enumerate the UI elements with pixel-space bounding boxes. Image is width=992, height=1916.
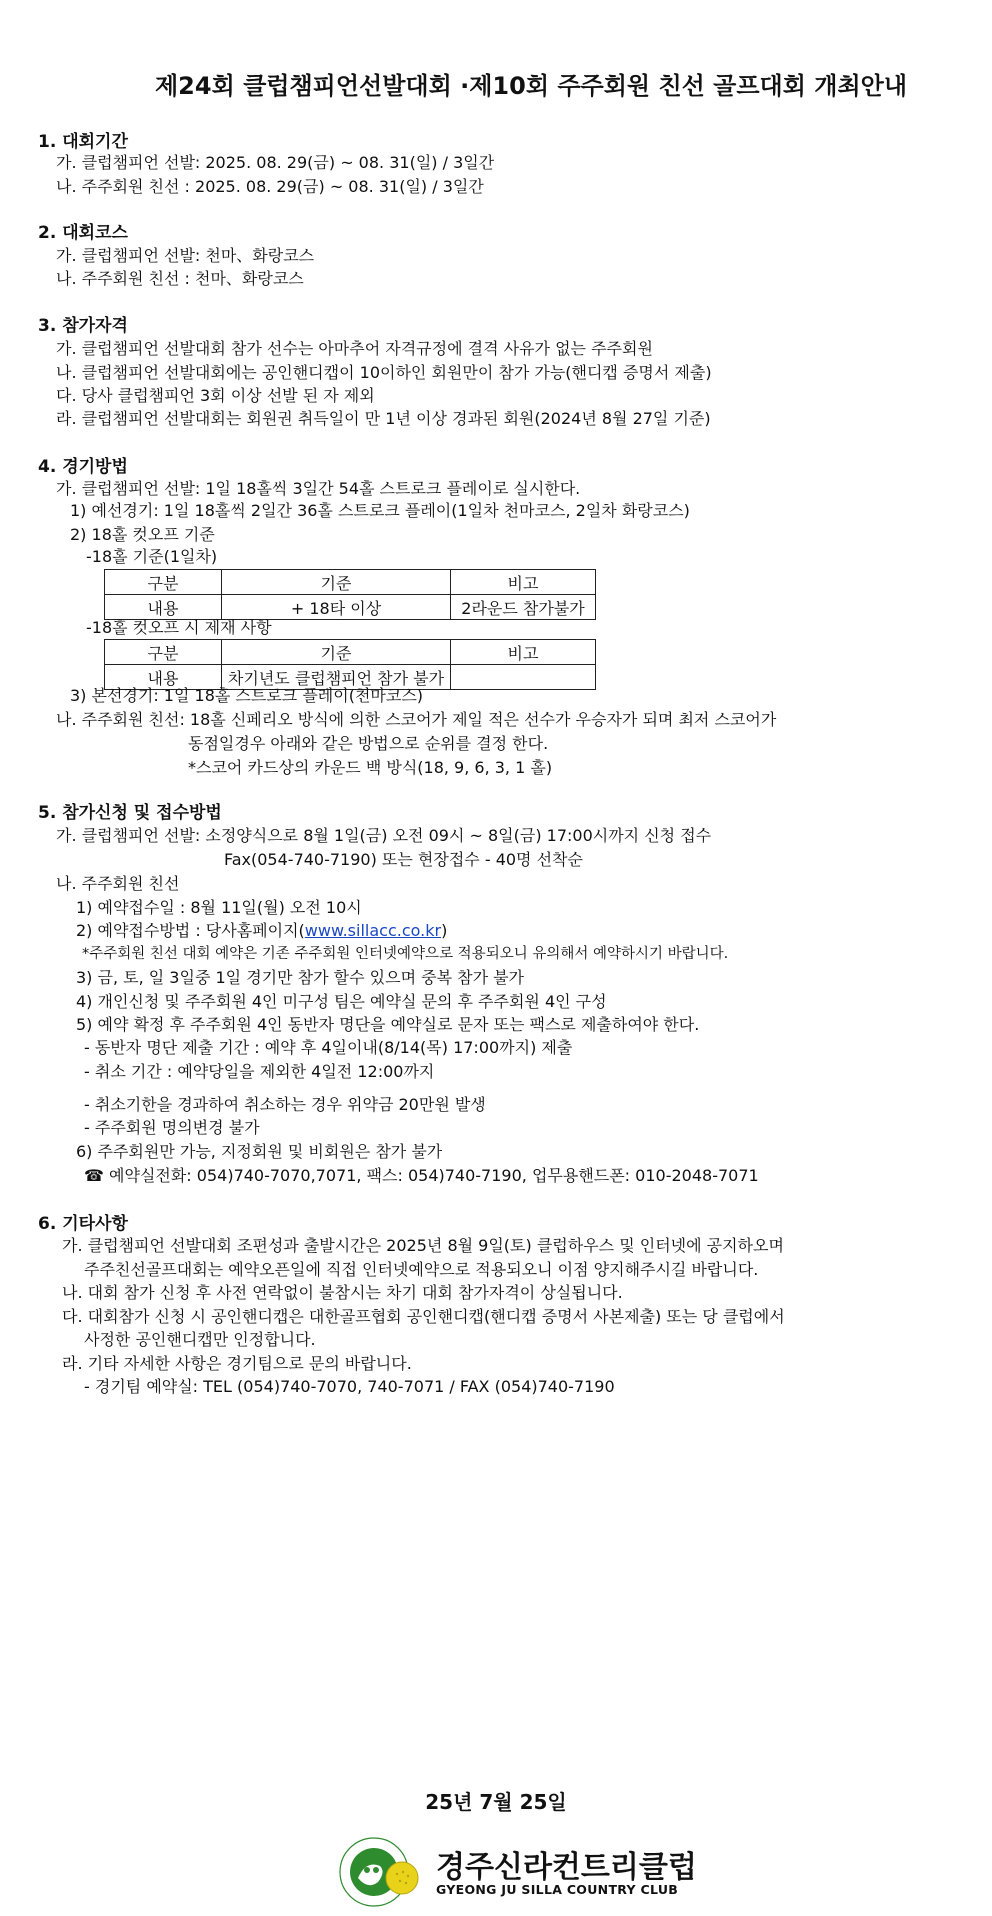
s5-item-b3: 3) 금, 토, 일 3일중 1일 경기만 참가 할수 있으며 중복 참가 불가 [76,968,525,987]
section-3-heading: 3. 참가자격 [38,316,128,336]
s5-item-b5-d1: - 동반자 명단 제출 기간 : 예약 후 4일이내(8/14(목) 17:00까지) 제출 [84,1038,573,1057]
issue-date: 25년 7월 25일 [425,1790,567,1814]
s6-item-c2: 사정한 공인핸디캡만 인정합니다. [84,1330,316,1349]
club-logo-name: 경주신라컨트리클럽 [436,1850,697,1885]
s4-item-b3: *스코어 카드상의 카운드 백 방식(18, 9, 6, 3, 1 홀) [188,758,553,777]
s5-item-b6: 6) 주주회원만 가능, 지정회원 및 비회원은 참가 불가 [76,1142,443,1161]
table-row [105,595,596,620]
section-4-heading: 4. 경기방법 [38,457,128,477]
s4-item-a2: 2) 18홀 컷오프 기준 [70,525,215,544]
s6-item-d: 라. 기타 자세한 사항은 경기팀으로 문의 바랍니다. [62,1354,412,1373]
s1-item-a: 가. 클럽챔피언 선발: 2025. 08. 29(금) ~ 08. 31(일) / 3일간 [56,153,495,172]
s4-cutoff-sanction-label: -18홀 컷오프 시 제재 사항 [86,618,272,637]
table-header-row [105,570,596,595]
s3-item-d: 라. 클럽챔피언 선발대회는 회원권 취득일이 만 1년 이상 경과된 회원(2024년 8월 27일 기준) [56,409,711,428]
s2-item-b: 나. 주주회원 친선 : 천마、화랑코스 [56,269,304,288]
s2-item-a: 가. 클럽챔피언 선발: 천마、화랑코스 [56,246,315,265]
s1-item-b: 나. 주주회원 친선 : 2025. 08. 29(금) ~ 08. 31(일) / 3일간 [56,177,484,196]
s5-item-b2-prefix: 2) 예약접수방법 : 당사홈페이지( [76,921,305,940]
s5-item-b2 [76,920,447,942]
section-6-heading: 6. 기타사항 [38,1214,128,1234]
s5-item-b5-d2: - 취소 기간 : 예약당일을 제외한 4일전 12:00까지 [84,1062,435,1081]
s4-item-a1: 1) 예선경기: 1일 18홀씩 2일간 36홀 스트로크 플레이(1일차 천마코스, 2일차 화랑코스) [70,501,690,520]
table-cell: 내용 [105,595,222,620]
s6-item-d1: - 경기팀 예약실: TEL (054)740-7070, 740-7071 / FAX (054)740-7190 [84,1377,615,1396]
page-title: 제24회 클럽챔피언선발대회 ·제10회 주주회원 친선 골프대회 개최안내 [154,72,907,100]
s5-item-b5-d4: - 주주회원 명의변경 불가 [84,1118,260,1137]
table-header-cell: 구분 [105,640,222,665]
table-header-cell: 기준 [222,570,451,595]
table-header-row [105,640,596,665]
section-1-heading: 1. 대회기간 [38,132,128,152]
s4-item-a3: 3) 본선경기: 1일 18홀 스트로크 플레이(천마코스) [70,686,424,705]
table-header-cell: 비고 [451,640,596,665]
club-logo [336,1832,697,1912]
table-header-cell: 기준 [222,640,451,665]
s5-phone-line [84,1165,759,1187]
s6-item-a1: 가. 클럽챔피언 선발대회 조편성과 출발시간은 2025년 8월 9일(토) 클럽하우스 및 인터넷에 공지하오며 [62,1236,784,1255]
s3-item-a: 가. 클럽챔피언 선발대회 참가 선수는 아마추어 자격규정에 결격 사유가 없는 주주회원 [56,339,653,358]
s5-item-b2-suffix: ) [441,921,448,940]
s4-cutoff-criteria-label: -18홀 기준(1일차) [86,547,218,566]
club-emblem-icon [336,1832,432,1912]
s5-item-b1: 1) 예약접수일 : 8월 11일(월) 오전 10시 [76,898,362,917]
s5-item-b5-d3: - 취소기한을 경과하여 취소하는 경우 위약금 20만원 발생 [84,1095,486,1114]
phone-contact-text: 예약실전화: 054)740-7070,7071, 팩스: 054)740-7190, 업무용핸드폰: 010-2048-7071 [109,1166,759,1185]
s4-item-b1: 나. 주주회원 친선: 18홀 신페리오 방식에 의한 스코어가 제일 적은 선수가 우승자가 되며 최저 스코어가 [56,710,777,729]
cutoff-sanction-table [104,639,596,690]
s5-item-b: 나. 주주회원 친선 [56,874,180,893]
table-cell: 내용 [105,665,222,690]
table-cell: + 18타 이상 [222,595,451,620]
s5-item-a2: Fax(054-740-7190) 또는 현장접수 - 40명 선착순 [224,850,583,869]
s5-item-b5: 5) 예약 확정 후 주주회원 4인 동반자 명단을 예약실로 문자 또는 팩스로 제출하여야 한다. [76,1015,700,1034]
s5-item-b2-note: *주주회원 친선 대회 예약은 기존 주주회원 인터넷예약으로 적용되오니 유의해서 예약하시기 바랍니다. [82,946,729,962]
s5-item-a1: 가. 클럽챔피언 선발: 소정양식으로 8월 1일(금) 오전 09시 ~ 8일(금) 17:00시까지 신청 접수 [56,826,712,845]
s4-item-a: 가. 클럽챔피언 선발: 1일 18홀씩 3일간 54홀 스트로크 플레이로 실시한다. [56,479,581,498]
table-cell [451,665,596,690]
club-logo-subtitle: GYEONG JU SILLA COUNTRY CLUB [436,1882,679,1897]
s6-item-b: 나. 대회 참가 신청 후 사전 연락없이 불참시는 차기 대회 참가자격이 상실됩니다. [62,1283,623,1302]
section-2-heading: 2. 대회코스 [38,223,128,243]
s4-item-b2: 동점일경우 아래와 같은 방법으로 순위를 결정 한다. [188,734,549,753]
s3-item-b: 나. 클럽챔피언 선발대회에는 공인핸디캡이 10이하인 회원만이 참가 가능(핸디캡 증명서 제출) [56,363,712,382]
homepage-link[interactable]: www.sillacc.co.kr [304,921,442,940]
phone-icon: ☎ [84,1166,104,1185]
s6-item-c1: 다. 대회참가 신청 시 공인핸디캡은 대한골프협회 공인핸디캡(핸디캡 증명서 사본제출) 또는 당 클럽에서 [62,1307,785,1326]
s6-item-a2: 주주친선골프대회는 예약오픈일에 직접 인터넷예약으로 적용되오니 이점 양지해주시길 바랍니다. [84,1260,759,1279]
section-5-heading: 5. 참가신청 및 접수방법 [38,803,222,823]
s3-item-c: 다. 당사 클럽챔피언 3회 이상 선발 된 자 제외 [56,386,375,405]
table-cell: 2라운드 참가불가 [451,595,596,620]
s5-item-b4: 4) 개인신청 및 주주회원 4인 미구성 팀은 예약실 문의 후 주주회원 4인 구성 [76,992,607,1011]
table-cell: 차기년도 클럽챔피언 참가 불가 [222,665,451,690]
table-header-cell: 구분 [105,570,222,595]
cutoff-criteria-table [104,569,596,620]
table-header-cell: 비고 [451,570,596,595]
